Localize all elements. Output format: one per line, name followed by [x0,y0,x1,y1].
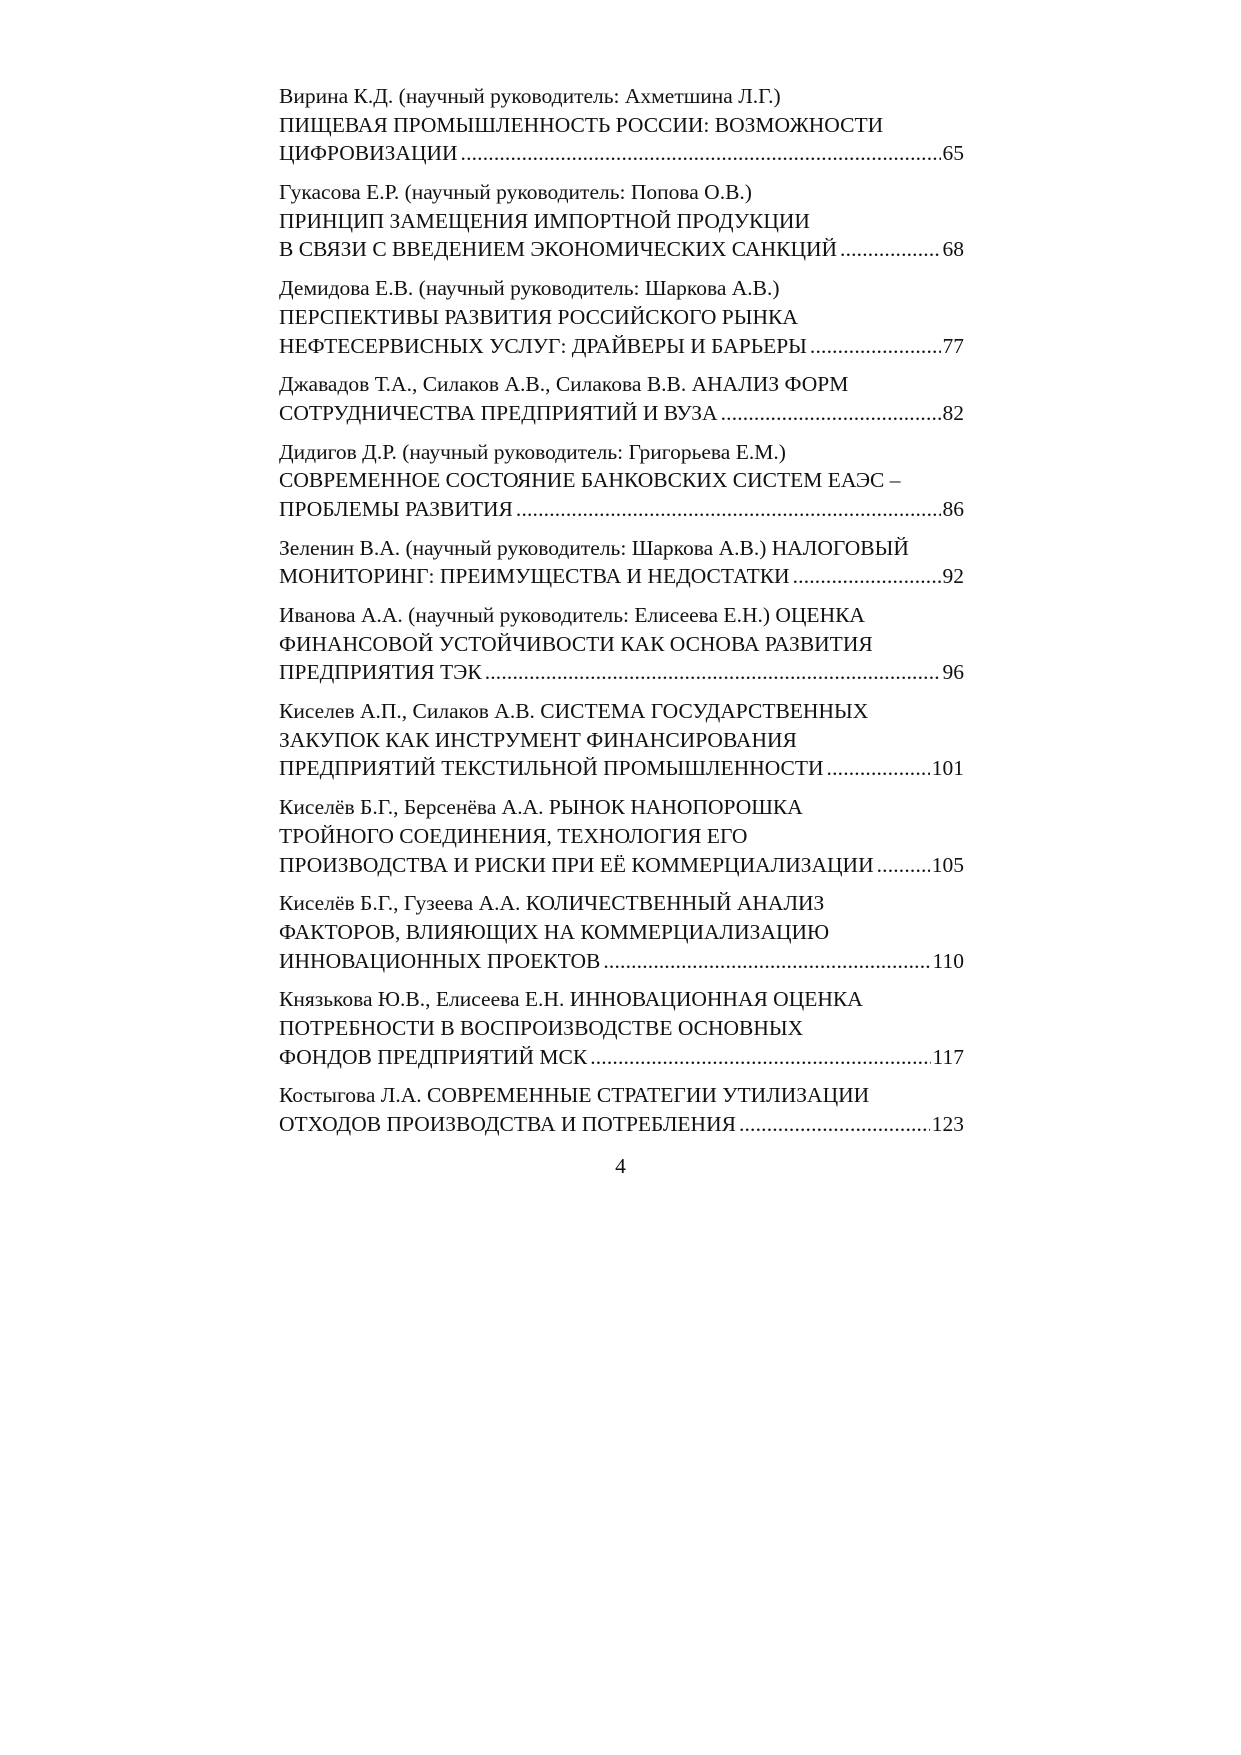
toc-entry-line: Киселёв Б.Г., Берсенёва А.А. РЫНОК НАНОПОРОШКА [279,795,803,820]
toc-entry-last-line [279,139,964,168]
toc-entry-line: Киселев А.П., Силаков А.В. СИСТЕМА ГОСУДАРСТВЕННЫХ [279,699,869,724]
toc-entry-page-number: 96 [942,660,964,685]
toc-entry-page-number: 65 [942,141,964,166]
toc-entry-line: Демидова Е.В. (научный руководитель: Шаркова А.В.) [279,276,780,301]
dot-leader [603,947,930,976]
toc-entry-title-end: ОТХОДОВ ПРОИЗВОДСТВА И ПОТРЕБЛЕНИЯ [279,1112,736,1136]
page-number: 4 [615,1154,626,1178]
toc-entry-page-number: 92 [942,564,964,589]
toc-entry-title-end: ПРЕДПРИЯТИЙ ТЕКСТИЛЬНОЙ ПРОМЫШЛЕННОСТИ [279,756,824,781]
dot-leader [827,754,930,783]
toc-entry-title-end: ЦИФРОВИЗАЦИИ [279,141,458,166]
toc-entry [279,985,964,1071]
toc-entry-page-number: 101 [931,756,964,781]
toc-entry [279,697,964,783]
toc-entry-last-line [279,658,964,687]
toc-entry-line: Костыгова Л.А. СОВРЕМЕННЫЕ СТРАТЕГИИ УТИЛИЗАЦИИ [279,1083,870,1108]
toc-entry-title-end: ПРОБЛЕМЫ РАЗВИТИЯ [279,496,513,521]
dot-leader [840,235,940,264]
toc-entry-last-line [279,495,964,524]
toc-entry-line: Иванова А.А. (научный руководитель: Елисеева Е.Н.) ОЦЕНКА [279,603,865,627]
toc-entry-last-line [279,1043,964,1072]
toc-entry [279,82,964,168]
dot-leader [485,658,941,687]
toc-entry-page-number: 110 [932,948,964,973]
toc-entry [279,370,964,427]
table-of-contents [279,82,964,1149]
toc-entry-line: ПОТРЕБНОСТИ В ВОСПРОИЗВОДСТВЕ ОСНОВНЫХ [279,1015,804,1040]
toc-entry-line: Киселёв Б.Г., Гузеева А.А. КОЛИЧЕСТВЕННЫЙ АНАЛИЗ [279,891,825,916]
toc-entry-last-line [279,754,964,783]
dot-leader [739,1110,930,1139]
toc-entry-last-line [279,1110,964,1139]
toc-entry [279,889,964,975]
toc-entry-line: ПРИНЦИП ЗАМЕЩЕНИЯ ИМПОРТНОЙ ПРОДУКЦИИ [279,208,810,233]
toc-entry-page-number: 117 [932,1044,964,1069]
toc-entry-page-number: 105 [931,852,964,877]
dot-leader [877,851,930,880]
dot-leader [590,1043,930,1072]
toc-entry-last-line [279,851,964,880]
toc-entry [279,178,964,264]
toc-entry-line: Зеленин В.А. (научный руководитель: Шаркова А.В.) НАЛОГОВЫЙ [279,535,909,560]
toc-entry-last-line [279,947,964,976]
toc-entry-title-end: В СВЯЗИ С ВВЕДЕНИЕМ ЭКОНОМИЧЕСКИХ САНКЦИЙ [279,237,838,262]
toc-entry-line: Дидигов Д.Р. (научный руководитель: Григорьева Е.М.) [279,439,786,464]
toc-entry-title-end: СОТРУДНИЧЕСТВА ПРЕДПРИЯТИЙ И ВУЗА [279,400,718,425]
toc-entry-line: Гукасова Е.Р. (научный руководитель: Попова О.В.) [279,180,752,205]
toc-entry-page-number: 82 [942,400,964,425]
toc-entry-page-number: 77 [942,333,964,358]
toc-entry-title-end: ФОНДОВ ПРЕДПРИЯТИЙ МСК [279,1044,588,1069]
toc-entry-page-number: 86 [942,496,964,521]
toc-entry [279,274,964,360]
toc-entry [279,534,964,591]
toc-entry [279,1081,964,1138]
toc-entry [279,793,964,879]
toc-entry-last-line [279,399,964,428]
toc-entry-page-number: 68 [942,237,964,262]
toc-entry-line: ПЕРСПЕКТИВЫ РАЗВИТИЯ РОССИЙСКОГО РЫНКА [279,304,798,329]
toc-entry-page-number: 123 [931,1112,964,1136]
dot-leader [516,495,941,524]
toc-entry-title-end: НЕФТЕСЕРВИСНЫХ УСЛУГ: ДРАЙВЕРЫ И БАРЬЕРЫ [279,333,807,358]
dot-leader [793,562,941,591]
toc-entry [279,438,964,524]
dot-leader [721,399,941,428]
toc-entry-line: Князькова Ю.В., Елисеева Е.Н. ИННОВАЦИОННАЯ ОЦЕНКА [279,987,863,1012]
toc-entry-title-end: ИННОВАЦИОННЫХ ПРОЕКТОВ [279,948,601,973]
dot-leader [461,139,941,168]
toc-entry-line: Джавадов Т.А., Силаков А.В., Силакова В.В. АНАЛИЗ ФОРМ [279,372,849,397]
toc-entry-last-line [279,562,964,591]
toc-entry-last-line [279,235,964,264]
toc-entry-line: ФИНАНСОВОЙ УСТОЙЧИВОСТИ КАК ОСНОВА РАЗВИТИЯ [279,631,873,656]
toc-entry-line: ФАКТОРОВ, ВЛИЯЮЩИХ НА КОММЕРЦИАЛИЗАЦИЮ [279,919,830,944]
dot-leader [810,332,941,361]
toc-entry-line: Вирина К.Д. (научный руководитель: Ахметшина Л.Г.) [279,84,781,108]
toc-entry-line: СОВРЕМЕННОЕ СОСТОЯНИЕ БАНКОВСКИХ СИСТЕМ ЕАЭС – [279,468,901,493]
toc-entry-title-end: МОНИТОРИНГ: ПРЕИМУЩЕСТВА И НЕДОСТАТКИ [279,564,790,589]
toc-entry [279,601,964,687]
toc-entry-title-end: ПРОИЗВОДСТВА И РИСКИ ПРИ ЕЁ КОММЕРЦИАЛИЗАЦИИ [279,852,874,877]
toc-entry-line: ПИЩЕВАЯ ПРОМЫШЛЕННОСТЬ РОССИИ: ВОЗМОЖНОСТИ [279,112,884,137]
toc-entry-last-line [279,332,964,361]
toc-entry-line: ЗАКУПОК КАК ИНСТРУМЕНТ ФИНАНСИРОВАНИЯ [279,727,797,752]
toc-entry-title-end: ПРЕДПРИЯТИЯ ТЭК [279,660,482,685]
toc-entry-line: ТРОЙНОГО СОЕДИНЕНИЯ, ТЕХНОЛОГИЯ ЕГО [279,823,748,848]
